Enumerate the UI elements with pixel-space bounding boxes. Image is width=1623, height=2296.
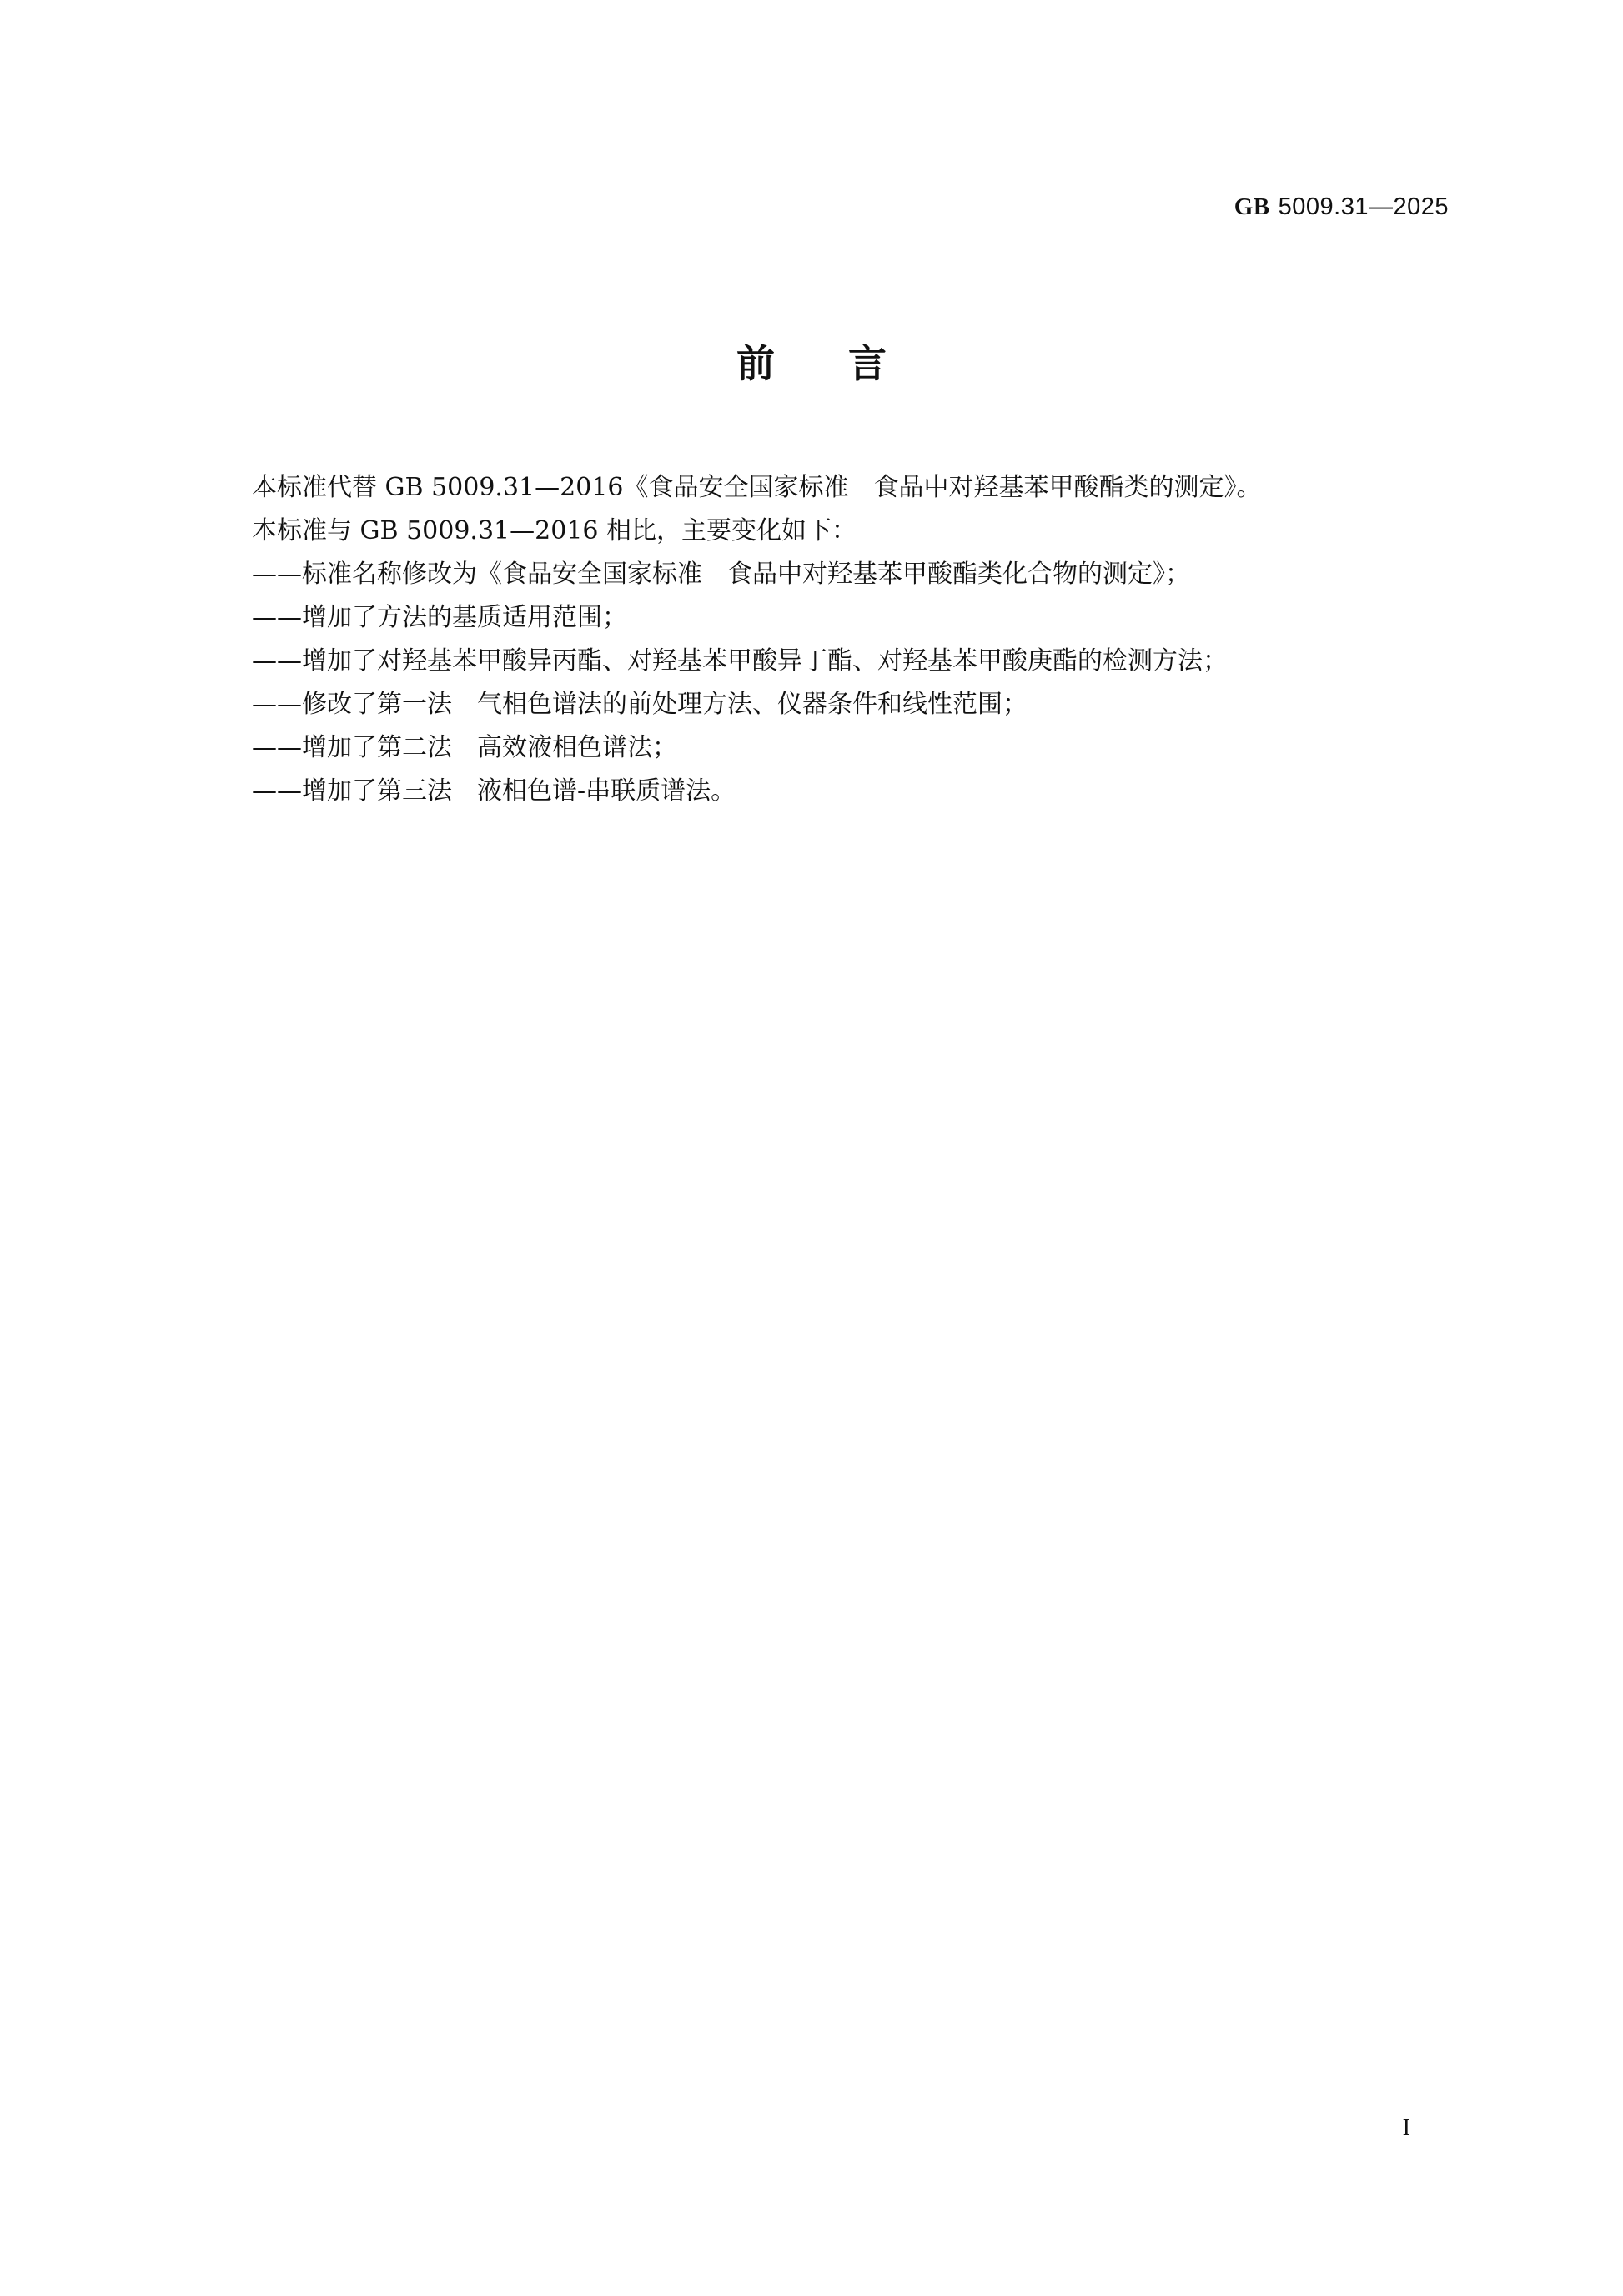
changes-list <box>252 553 1403 813</box>
preamble-changes-intro: 本标准与 GB 5009.31—2016 相比，主要变化如下： <box>252 516 857 545</box>
list-item: ——增加了第三法 液相色谱-串联质谱法。 <box>252 776 736 806</box>
list-item: ——标准名称修改为《食品安全国家标准 食品中对羟基苯甲酸酯类化合物的测定》； <box>252 560 1190 589</box>
standard-prefix: GB <box>1234 193 1270 220</box>
standard-number: 5009.31—2025 <box>1278 193 1449 220</box>
list-item: ——增加了对羟基苯甲酸异丙酯、对羟基苯甲酸异丁酯、对羟基苯甲酸庚酯的检测方法； <box>252 646 1228 676</box>
page-title: 前言 <box>736 341 960 386</box>
list-item: ——增加了第二法 高效液相色谱法； <box>252 733 677 762</box>
preamble-replaces: 本标准代替 GB 5009.31—2016《食品安全国家标准 食品中对羟基苯甲酸酯类的测定》。 <box>252 473 1262 502</box>
foreword-body <box>252 466 1403 813</box>
list-item: ——增加了方法的基质适用范围； <box>252 603 627 632</box>
list-item: ——修改了第一法 气相色谱法的前处理方法、仪器条件和线性范围； <box>252 690 1028 719</box>
page-number: I <box>1402 2115 1410 2141</box>
document-code <box>1234 193 1449 221</box>
